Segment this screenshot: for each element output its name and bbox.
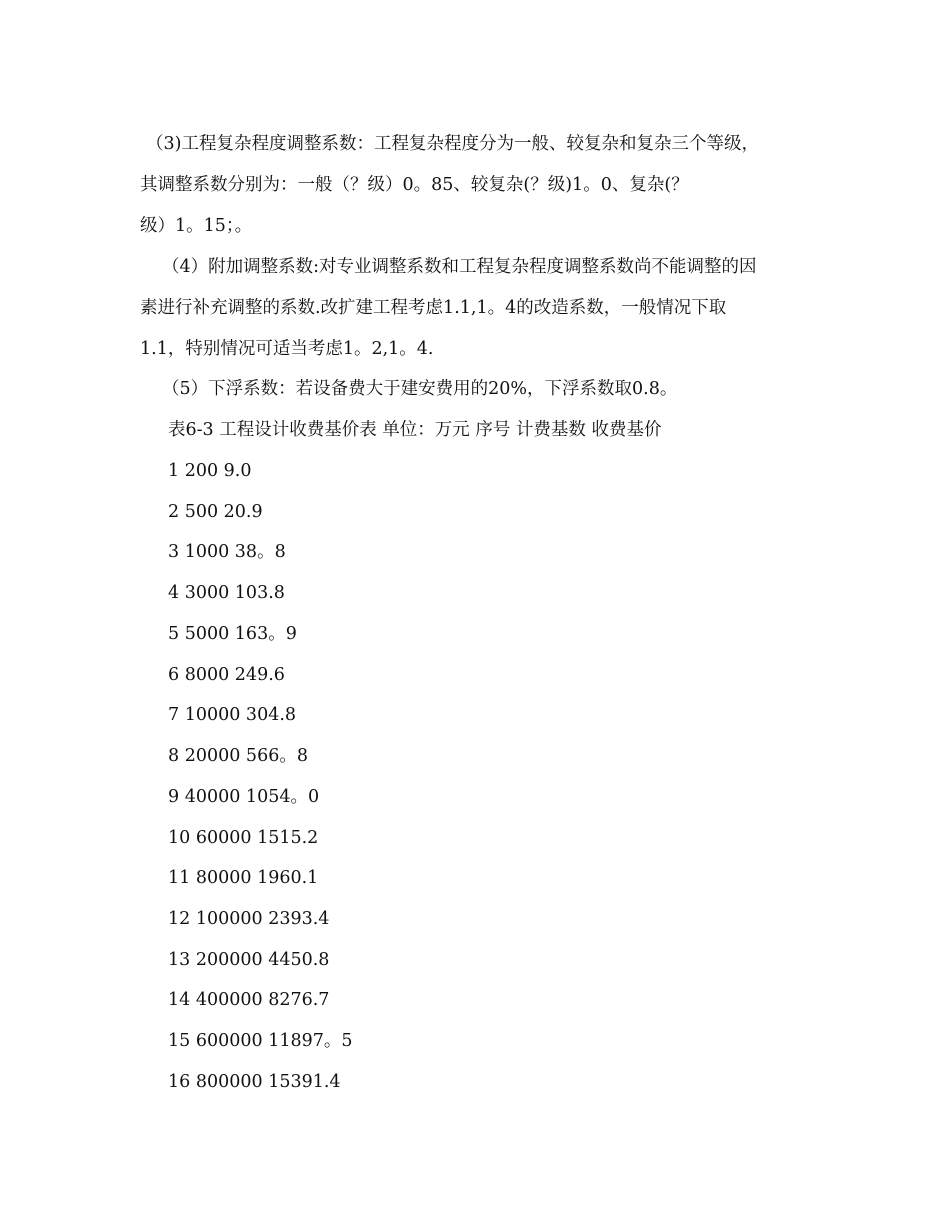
paragraph-4-line-1: （4）附加调整系数:对专业调整系数和工程复杂程度调整系数尚不能调整的因: [162, 257, 757, 277]
table-row: 12 100000 2393.4: [168, 909, 330, 929]
table-row: 14 400000 8276.7: [168, 990, 330, 1010]
table-row: 3 1000 38。8: [168, 542, 286, 562]
table-row: 7 10000 304.8: [168, 705, 297, 725]
table-row: 5 5000 163。9: [168, 624, 297, 644]
table-row: 16 800000 15391.4: [168, 1072, 341, 1092]
table-row: 15 600000 11897。5: [168, 1031, 353, 1051]
paragraph-3-line-3: 级）1。15；。: [140, 216, 253, 236]
paragraph-3-line-1: （3)工程复杂程度调整系数：工程复杂程度分为一般、较复杂和复杂三个等级，: [146, 134, 759, 154]
table-row: 10 60000 1515.2: [168, 828, 319, 848]
paragraph-5: （5）下浮系数：若设备费大于建安费用的20%，下浮系数取0.8。: [162, 379, 678, 399]
table-row: 8 20000 566。8: [168, 746, 308, 766]
paragraph-4-line-2: 素进行补充调整的系数.改扩建工程考虑1.1,1。4的改造系数，一般情况下取: [140, 298, 727, 318]
table-caption: 表6-3 工程设计收费基价表 单位：万元 序号 计费基数 收费基价: [168, 420, 662, 440]
table-row: 6 8000 249.6: [168, 665, 285, 685]
table-row: 13 200000 4450.8: [168, 950, 330, 970]
paragraph-4-line-3: 1.1，特别情况可适当考虑1。2,1。4.: [140, 339, 434, 359]
paragraph-3-line-2: 其调整系数分别为：一般（？级）0。85、较复杂(？级)1。0、复杂(？: [140, 175, 689, 195]
table-row: 9 40000 1054。0: [168, 787, 320, 807]
table-row: 1 200 9.0: [168, 461, 252, 481]
table-row: 4 3000 103.8: [168, 583, 285, 603]
table-row: 11 80000 1960.1: [168, 868, 319, 888]
table-row: 2 500 20.9: [168, 502, 263, 522]
